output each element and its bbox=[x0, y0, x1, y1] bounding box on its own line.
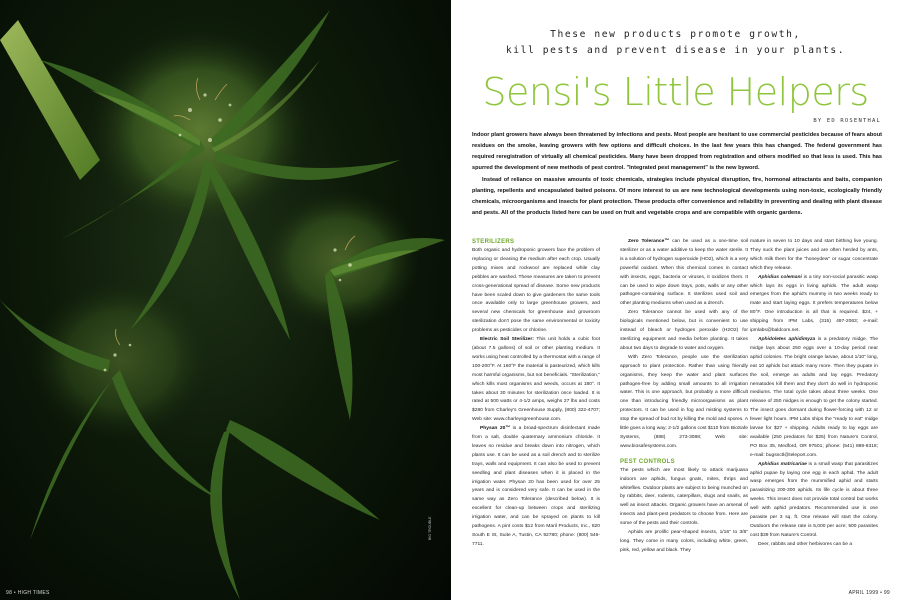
byline: BY ED ROSENTHAL bbox=[813, 118, 881, 124]
column-1 bbox=[472, 238, 600, 550]
paragraph bbox=[472, 425, 600, 550]
paragraph-text: is a broad-spectrum disinfectant made from a salt, double quaternary ammonium chloride. It leaves no residue and breaks down into nitrogen, which plants use. It can be used as a soil drench and to sterilize trays, walls and equipment. It can also be used to prevent seedling and plant diseases when it is placed in the irrigation water. Physan 20 has been used for over 25 years and is considered very safe. It can be used in the same way as Zero Tolerance (described below). It is excellent for clean-up between crops and sterilizing irrigation water, and can be sprayed on plants to kill pathogens. A pint costs $12 from Maril Products, Inc., 820 South E St, Suite A, Tustin, CA 92780; phone: (800) 546-7711. bbox=[472, 426, 600, 547]
paragraph bbox=[620, 238, 748, 309]
tagline-line-1: These new products promote growth, bbox=[550, 29, 801, 40]
product-name: Zero Tolerance™ bbox=[628, 239, 670, 244]
paragraph-text: is a tiny non-social parasitic wasp which lays its eggs in living aphids. The adult wasp emerges from the aphid's mummy in two weeks ready to mate and start laying eggs. It prefers temperatures below 80°F. One introduction is all that is required. $24, + shipping from IPM Labs, (315) 497-2063; e-mail: ipmlabs@baldcom.net. bbox=[750, 274, 879, 334]
paragraph-text: can be used as a one-time soil sterilizer or as a water additive to keep the water sterile. It is a solution of hydrogen superoxide (HO2), which is a very powerful oxidant. When this chemical comes in contact with insects, eggs, bacteria or viruses, it oxidizes them. It can be used to wipe down trays, pots, walls or any other pathogen-containing surface. It sterilizes used soil and other planting mediums when used as a drench. bbox=[620, 239, 748, 307]
heading-pest-controls: PEST CONTROLS bbox=[620, 458, 675, 465]
intro-paragraph-2: Instead of reliance on massive amounts of toxic chemicals, strategies include physical disruption, fire, hormonal attractants and baits, companion planting, repellents and encapsulated baited poisons. Of more interest to us are new technological developments using non-toxic, ecologically friendly chemicals, microorganisms and insects for plant protection. These products offer convenience and reliability in preventing and dealing with plant disease and pests. All of the products listed here can be used on fruit and vegetable crops and are compatible with organic gardens. bbox=[472, 177, 882, 216]
paragraph bbox=[750, 274, 878, 336]
intro bbox=[472, 130, 882, 220]
tagline bbox=[451, 27, 900, 59]
product-name: Physan 20™ bbox=[480, 426, 511, 432]
photo-credit: BIG TROUBLE bbox=[428, 516, 432, 540]
paragraph: Zero Tolerance cannot be used with any of the biologicals mentioned below, but is convenient to use instead of bleach or hydrogen peroxide (H2O2) for sterilizing equipment and media before planting. It takes about two days to degrade to water and oxygen. bbox=[620, 310, 748, 351]
paragraph bbox=[750, 461, 878, 541]
product-name: Electric Soil Sterilizer: bbox=[480, 337, 534, 343]
species-name: Aphidoletes aphidimyza bbox=[758, 336, 816, 342]
paragraph-text: is a small wasp that parasitizes aphid pupae by laying one egg in each aphid. The adult wasp emerges from the mummified aphid and starts parasitizing 200-300 aphids. Its life cycle is about three weeks. This insect does not provide total control but works well with aphid predators. Recommended use is one parasite per 3 sq. ft. One release will start the colony. Outdoors the release rate is 5,000 per acre; 500 parasites cost $39 from Nature's Control. bbox=[750, 461, 878, 538]
article-title: Sensi's Little Helpers bbox=[482, 70, 869, 114]
paragraph: The pests which are most likely to attack marijuana indoors are aphids, fungus gnats, mites, thrips and whiteflies. Outdoor plants are subject to being munched on by rabbits, deer, rodents, caterpillars, slugs and snails, as well as insect attacks. Organic growers have an arsenal of insects and plant-pest predators to choose from. Here are some of the pests and their controls. bbox=[620, 467, 748, 527]
paragraph: Both organic and hydroponic growers face the problem of replacing or cleaning the medium after each crop. Usually potting mixes and rockwool are replaced while clay pebbles are washed. These measures are taken to prevent cross-generational spread of disease. Some new products have been scaled down to give gardeners the same tools once available only to large greenhouse growers, and several new chemicals for greenhouse and growroom sterilization don't pose the same environmental or toxicity problems as pesticides or chlorine. bbox=[472, 248, 600, 334]
page-footer-left: 98 • HIGH TIMES bbox=[6, 590, 50, 596]
tagline-line-2: kill pests and prevent disease in your plants. bbox=[505, 45, 846, 56]
column-3 bbox=[750, 238, 878, 550]
article-page bbox=[451, 0, 900, 600]
paragraph: Aphids are prolific pear-shaped insects, 1/16" to 3/8" long. They come in many colors, including white, green, pink, red, yellow and black. They bbox=[620, 530, 748, 553]
intro-paragraph-1: Indoor plant growers have always been threatened by infections and pests. Most people are hesitant to use commercial pesticides because of fears about residues on the smoke, leaving growers with few options and difficult choices. In the last few years this has changed. The federal government has required reregistration of virtually all chemical pesticides. Many have been dropped from registration and others modified so that less is used. This has spurred the development of new methods of pest control. "Integrated pest management" is the new byword. bbox=[472, 132, 882, 171]
paragraph: Deer, rabbits and other herbivores can be a bbox=[758, 541, 853, 547]
paragraph: mature in seven to 10 days and start birthing live young. They suck the plant juices and are often herded by ants, which milk them for the "honeydew" or sugar concentrate which they release. bbox=[750, 239, 878, 271]
paragraph bbox=[750, 336, 878, 461]
column-2 bbox=[620, 238, 748, 556]
page-footer-right: APRIL 1999 • 99 bbox=[848, 590, 890, 596]
species-name: Aphidius matricariae bbox=[758, 461, 807, 467]
paragraph bbox=[472, 336, 600, 425]
paragraph-text: is a predatory midge. The midge lays about 250 eggs over a 10-day period near aphid colonies. The bright orange larvae, about 1/10" long, eat 10 aphids but attack many more. Then they pupate in the soil, emerge as adults and lay eggs. Predatory nematodes kill them and they don't do well in hydroponic mediums. The total cycle takes about three weeks. One release of 250 midges is enough to get the colony started. The insect goes dormant during flower-forcing with 12 or fewer light hours. IPM Labs ships the "ready to eat" midge larvae for $27 + shipping. Adults ready to lay eggs are available (250 predators for $25) from Nature's Control, PO Box 35, Medford, OR 97501; phone: (541) 899-8318; e-mail: bugsnctl@teleport.com. bbox=[750, 336, 878, 458]
paragraph: With Zero Tolerance, people use the sterilization approach to plant protection. Rather than using friendly organisms, they keep the water and plant surfaces pathogen-free by adding small amounts to all irrigation water. This is one approach, but probably a more difficult one than introducing friendly microorganisms as plant protectors. It can be used in fog and misting systems to stop the spread of bud rot by killing the mold and spores. A little goes a long way; 2-1/2 gallons cost $110 from BioSafe Systems, (888) 273-3088; Web site: www.biosafesystems.com. bbox=[620, 354, 748, 449]
paragraph-text: This unit holds a cubic foot (about 7.5 gallons) of soil or other planting medium. It works using heat controlled by a thermostat with a range of 100-200°F. At 160°F the material is pasteurized, which kills most harmful organisms, but not beneficials. "Sterilization," which kills most organisms and weeds, occurs at 180°. It takes about 30 minutes for sterilization once loaded. It is rated at 500 watts or 4-1/2 amps, weighs 27 lbs and costs $280 from Charley's Greenhouse Supply, (800) 322-4707; Web site: www.charleysgreenhouse.com. bbox=[472, 337, 600, 423]
heading-sterilizers: STERILIZERS bbox=[472, 239, 515, 245]
species-name: Aphidius colemani bbox=[758, 274, 802, 280]
